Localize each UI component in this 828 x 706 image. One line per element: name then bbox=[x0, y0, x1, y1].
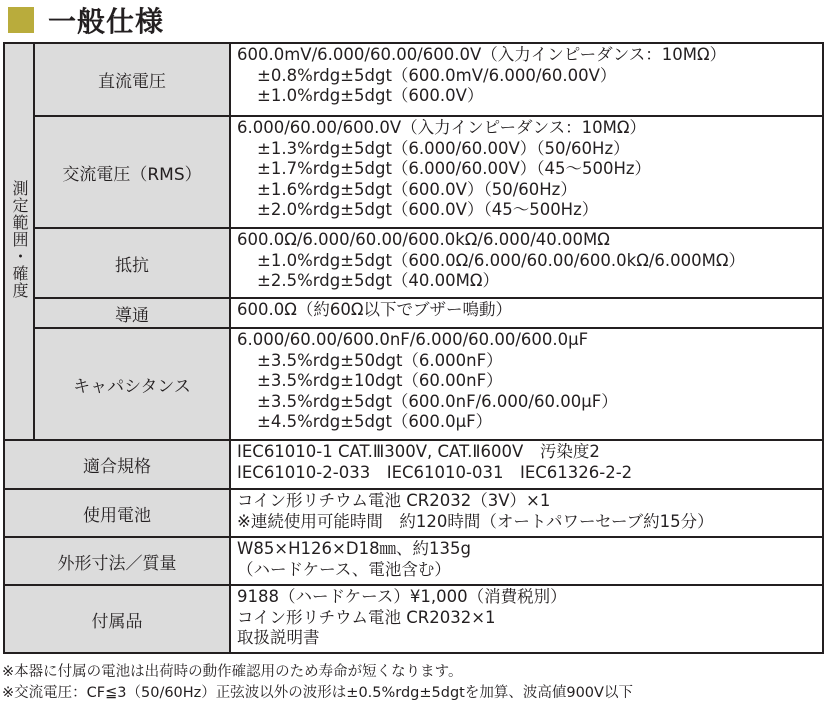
spec-row-accessories bbox=[4, 585, 823, 653]
value-line: 9188（ハードケース）¥1,000（消費税別） bbox=[237, 587, 567, 606]
title-square-icon bbox=[8, 7, 34, 33]
group-label-cell bbox=[4, 43, 34, 440]
row-label: 導通 bbox=[34, 298, 230, 328]
value-line: ±1.7%rdg±5dgt（6.000/60.00V）（45～500Hz） bbox=[257, 159, 652, 178]
value-line: 600.0mV/6.000/60.00/600.0V（入力インピーダンス：10MΩ） bbox=[237, 45, 727, 64]
value-line: W85×H126×D18㎜、約135g bbox=[237, 539, 472, 558]
value-line: コイン形リチウム電池 CR2032×1 bbox=[237, 607, 496, 627]
row-label: 使用電池 bbox=[4, 489, 230, 537]
value-line: ±2.0%rdg±5dgt（600.0V）（45～500Hz） bbox=[257, 200, 599, 219]
row-value bbox=[230, 43, 823, 116]
row-value bbox=[230, 116, 823, 228]
value-line: ±1.6%rdg±5dgt（600.0V）（50/60Hz） bbox=[257, 179, 577, 199]
row-label: 直流電圧 bbox=[34, 43, 230, 116]
value-line: ±1.0%rdg±5dgt（600.0V） bbox=[257, 86, 484, 105]
row-label: 付属品 bbox=[4, 585, 230, 653]
footnote: ※本器に付属の電池は出荷時の動作確認用のため寿命が短くなります。 bbox=[2, 664, 463, 680]
value-line: ±3.5%rdg±10dgt（60.00nF） bbox=[257, 371, 503, 390]
spec-row-standards bbox=[4, 440, 823, 489]
spec-row-ac-voltage bbox=[4, 116, 823, 228]
value-line: ±1.0%rdg±5dgt（600.0Ω/6.000/60.00/600.0kΩ/6.000MΩ） bbox=[257, 250, 745, 270]
value-line: ※連続使用可能時間 約120時間（オートパワーセーブ約15分） bbox=[237, 511, 714, 531]
value-line: ±3.5%rdg±5dgt（600.0nF/6.000/60.00μF） bbox=[257, 391, 618, 411]
value-line: 600.0Ω（約60Ω以下でブザー鳴動） bbox=[237, 300, 512, 319]
group-label: 測定範囲・確度 bbox=[10, 180, 29, 299]
value-line: ±2.5%rdg±5dgt（40.00MΩ） bbox=[257, 271, 500, 290]
row-value bbox=[230, 440, 823, 489]
row-value bbox=[230, 489, 823, 537]
value-line: IEC61010-2-033 IEC61010-031 IEC61326-2-2 bbox=[237, 462, 633, 482]
footnotes bbox=[2, 662, 633, 704]
value-line: コイン形リチウム電池 CR2032（3V）×1 bbox=[237, 491, 551, 510]
value-line: （ハードケース、電池含む） bbox=[237, 559, 451, 579]
value-line: IEC61010-1 CAT.Ⅲ300V, CAT.Ⅱ600V 汚染度2 bbox=[237, 442, 600, 461]
value-line: ±4.5%rdg±5dgt（600.0μF） bbox=[257, 412, 493, 431]
spec-row-capacitance bbox=[4, 328, 823, 440]
row-value bbox=[230, 537, 823, 585]
row-label: 交流電圧（RMS） bbox=[34, 116, 230, 228]
spec-table bbox=[3, 42, 824, 654]
spec-row-dc-voltage bbox=[4, 43, 823, 116]
spec-row-resistance bbox=[4, 228, 823, 298]
row-value bbox=[230, 228, 823, 298]
spec-row-dimensions bbox=[4, 537, 823, 585]
row-value bbox=[230, 585, 823, 653]
value-line: 6.000/60.00/600.0nF/6.000/60.00/600.0μF bbox=[237, 330, 589, 349]
value-line: 6.000/60.00/600.0V（入力インピーダンス：10MΩ） bbox=[237, 118, 646, 137]
spec-row-battery bbox=[4, 489, 823, 537]
value-line: 600.0Ω/6.000/60.00/600.0kΩ/6.000/40.00MΩ bbox=[237, 230, 610, 249]
value-line: ±0.8%rdg±5dgt（600.0mV/6.000/60.00V） bbox=[257, 65, 617, 85]
row-label: 抵抗 bbox=[34, 228, 230, 298]
row-value bbox=[230, 298, 823, 328]
row-label: 外形寸法／質量 bbox=[4, 537, 230, 585]
footnote: ※交流電圧：CF≦3（50/60Hz）正弦波以外の波形は±0.5%rdg±5dgtを加算、波高値900V以下 bbox=[2, 685, 633, 701]
row-label: 適合規格 bbox=[4, 440, 230, 489]
row-value bbox=[230, 328, 823, 440]
value-line: ±1.3%rdg±5dgt（6.000/60.00V）（50/60Hz） bbox=[257, 138, 630, 158]
value-line: 取扱説明書 bbox=[237, 628, 320, 647]
value-line: ±3.5%rdg±50dgt（6.000nF） bbox=[257, 350, 503, 370]
section-header bbox=[2, 2, 164, 38]
page-title: 一般仕様 bbox=[48, 5, 165, 38]
spec-row-continuity bbox=[4, 298, 823, 328]
row-label: キャパシタンス bbox=[34, 328, 230, 440]
